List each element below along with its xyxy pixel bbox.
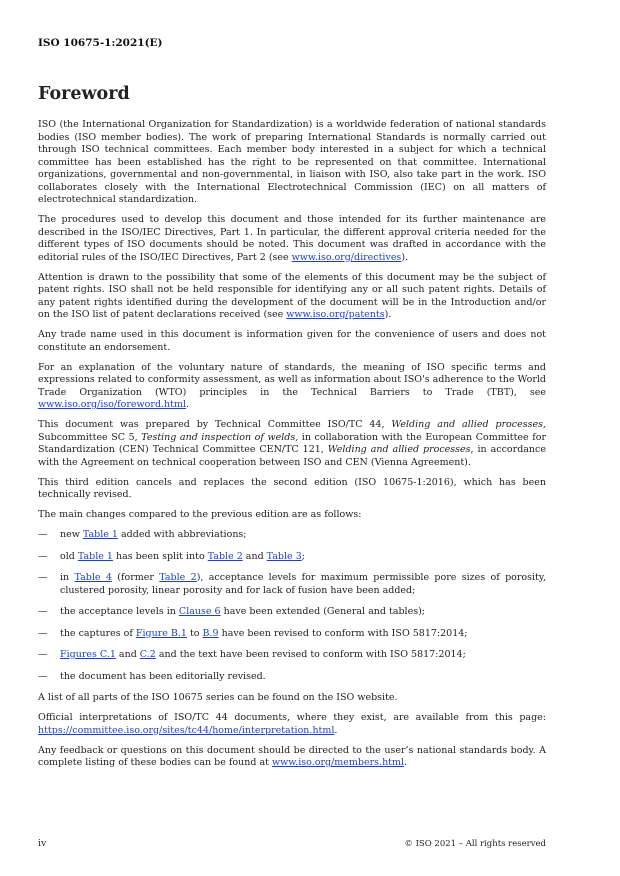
bullet-dash: — (38, 670, 48, 682)
link[interactable]: Table 4 (74, 572, 112, 583)
text: Official interpretations of ISO/TC 44 documents, where they exist, are available from this page: (38, 712, 546, 723)
bullet-dash: — (38, 572, 48, 583)
list-item (38, 628, 546, 641)
foreword-body (38, 119, 546, 777)
list-item (38, 671, 546, 684)
text: ), acceptance levels for maximum permissible pore sizes of porosity, clustered porosity, linear porosity and for lack of fusion have been added; (60, 572, 546, 596)
link[interactable]: www.iso.org/directives (291, 251, 402, 263)
text: . (186, 399, 190, 410)
link[interactable]: www.iso.org/iso/foreword.html (38, 399, 187, 410)
text: Subcommittee SC 5, (38, 431, 142, 443)
text: and (115, 649, 140, 660)
italic-text: Welding and allied processes (327, 444, 471, 455)
bullet-dash: — (38, 627, 48, 639)
text: has been split into (112, 550, 208, 562)
italic-text: Testing and inspection of welds, (141, 431, 299, 443)
text: old (60, 550, 78, 562)
paragraph (38, 272, 546, 322)
text: and the text have been revised to conform with ISO 5817:2014; (155, 649, 466, 660)
text: to (186, 627, 203, 639)
paragraph (38, 712, 546, 737)
list-item (38, 529, 546, 542)
text: the document has been editorially revised. (60, 670, 266, 682)
text: , in accordance with the Agreement on technical cooperation between ISO and CEN (Vienna Agreement). (38, 444, 546, 468)
page-number: iv (38, 838, 47, 849)
link[interactable]: Table 2 (159, 572, 197, 583)
text: This document was prepared by Technical Committee ISO/TC 44, (38, 419, 392, 430)
paragraph (38, 745, 546, 770)
text: ; (301, 550, 305, 562)
bullet-dash: — (38, 649, 48, 660)
text: This third edition cancels and replaces the second edition (ISO 10675-1:2016), which has been technically revised. (38, 476, 546, 500)
text: For an explanation of the voluntary nature of standards, the meaning of ISO specific terms and expressions related to conformity assessment, as well as information about ISO's adherence to the World Trade Organization (WTO) principles in the Technical Barriers to Trade (TBT), see (38, 361, 546, 398)
list-item (38, 649, 546, 662)
italic-text: Welding and allied processes, (391, 419, 546, 430)
text: the acceptance levels in (60, 606, 179, 617)
paragraph (38, 119, 546, 207)
text: have been extended (General and tables); (220, 606, 426, 617)
link[interactable]: Clause 6 (178, 606, 221, 617)
text: Attention is drawn to the possibility that some of the elements of this document may be the subject of patent rights. ISO shall not be held responsible for identifying any or all such patent rights. Details of any patent rights identified during the development of the document will be in the Introduction and/or on the ISO list of patent declarations received (see (38, 271, 546, 320)
text: . (334, 724, 338, 736)
text: in (60, 572, 75, 583)
text: new (60, 529, 83, 540)
paragraph (38, 214, 546, 264)
link[interactable]: Table 1 (82, 529, 118, 540)
paragraph (38, 362, 546, 412)
list-item (38, 551, 546, 564)
list-item (38, 572, 546, 597)
paragraph (38, 692, 546, 705)
paragraph (38, 329, 546, 354)
link[interactable]: Table 3 (266, 550, 302, 562)
text: Any feedback or questions on this document should be directed to the user’s national standards body. A complete listing of these bodies can be found at (38, 744, 546, 768)
link[interactable]: https://committee.iso.org/sites/tc44/home/interpretation.html (38, 724, 335, 736)
page-title: Foreword (38, 84, 130, 104)
link[interactable]: C.2 (139, 649, 156, 660)
link[interactable]: www.iso.org/patents (286, 309, 385, 320)
document-header: ISO 10675-1:2021(E) (38, 37, 163, 49)
list-item (38, 606, 546, 619)
text: (former (111, 572, 160, 583)
paragraph (38, 419, 546, 469)
text: added with abbreviations; (117, 529, 247, 540)
paragraph (38, 477, 546, 502)
bullet-dash: — (38, 606, 48, 617)
link[interactable]: www.iso.org/members.html (271, 757, 405, 768)
text: the captures of (60, 627, 136, 639)
text: ISO (the International Organization for Standardization) is a worldwide federation of national standards bodies (ISO member bodies). The work of preparing International Standards is normally carried out through ISO technical committees. Each member body interested in a subject for which a technical committee has been established has the right to be represented on that committee. International organizations, governmental and non-governmental, in liaison with ISO, also take part in the work. ISO collaborates closely with the International Electrotechnical Commission (IEC) on all matters of electrotechnical standardization. (38, 119, 546, 205)
text: . (404, 757, 408, 768)
text: and (242, 550, 267, 562)
link[interactable]: B.9 (202, 627, 219, 639)
text: have been revised to conform with ISO 5817:2014; (218, 627, 468, 639)
link[interactable]: Figure B.1 (135, 627, 187, 639)
text: ). (384, 309, 392, 320)
link[interactable]: Table 1 (77, 550, 113, 562)
copyright-notice: © ISO 2021 – All rights reserved (404, 839, 546, 849)
text: A list of all parts of the ISO 10675 series can be found on the ISO website. (38, 692, 398, 703)
text: The main changes compared to the previous edition are as follows: (38, 509, 362, 520)
link[interactable]: Figures C.1 (60, 649, 116, 660)
bullet-dash: — (38, 550, 48, 562)
text: The procedures used to develop this document and those intended for its further maintenance are described in the ISO/IEC Directives, Part 1. In particular, the different approval criteria needed for the different types of ISO documents should be noted. This document was drafted in accordance with the editorial rules of the ISO/IEC Directives, Part 2 (see (38, 214, 546, 263)
paragraph (38, 509, 546, 522)
text: Any trade name used in this document is information given for the convenience of users and does not constitute an endorsement. (38, 329, 546, 353)
text: in collaboration with the European Committee for Standardization (CEN) Technical Committee CEN/TC 121, (38, 431, 546, 455)
link[interactable]: Table 2 (207, 550, 243, 562)
text: ). (401, 251, 409, 263)
bullet-dash: — (38, 529, 48, 540)
